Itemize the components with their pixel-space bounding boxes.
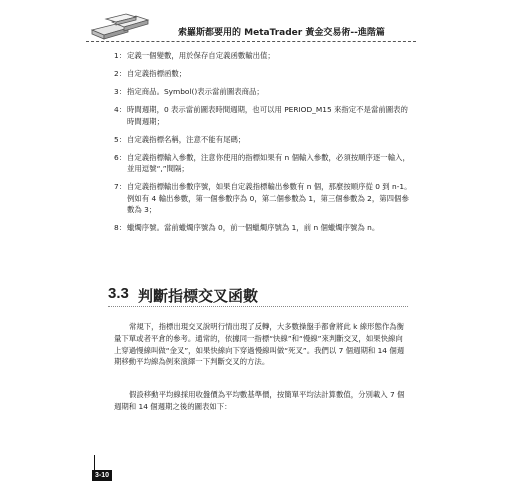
item-number: 1： <box>114 51 127 60</box>
list-item <box>114 181 414 216</box>
page-marker-line <box>94 455 95 471</box>
list-item <box>114 50 414 62</box>
item-text: 蠟燭序號。當前蠟燭序號為 0，前一個蠟燭序號為 1，前 n 個蠟燭序號為 n。 <box>127 223 380 232</box>
section-divider <box>108 306 408 307</box>
body-paragraph: 常規下，指標出現交叉說明行情出現了反轉，大多數操盤手都會將此 k 線形態作為衡量下單或者平倉的參考。通常的，依據同一指標“快線”和“慢線”來判斷交叉，如果快線向上穿過慢線叫做“金叉”，如果快線向下穿過慢線叫做“死叉”。我們以 7 個週期和 14 個週期移動平均線為例來演繹一下判斷交叉的方法。 <box>114 322 405 367</box>
list-item <box>114 104 414 127</box>
body-paragraph: 假設移動平均線採用收盤價為平均數基準價，按簡單平均法計算數值，分別載入 7 個週期和 14 個週期之後的圖表如下： <box>114 390 405 411</box>
list-item <box>114 134 414 146</box>
item-text: 指定商品。Symbol()表示當前圖表商品； <box>127 87 264 96</box>
item-text: 自定義指標函數； <box>127 69 187 78</box>
section-title: 判斷指標交叉函數 <box>138 287 259 305</box>
section-number: 3.3 <box>108 285 129 302</box>
item-number: 4： <box>114 105 127 114</box>
book-title: 索羅斯都要用的 MetaTrader 黃金交易術--進階篇 <box>178 28 385 38</box>
item-text: 自定義指標輸出參數序號，如果自定義指標輸出參數有 n 個，那麼按順序從 0 到 n-1。例如有 4 輸出參數，第一個參數序為 0，第二個參數為 1，第三個參數為 2，第四個參數為 3； <box>127 182 412 214</box>
item-text: 自定義指標名稱，注意不能有尾碼； <box>127 134 246 144</box>
item-number: 6： <box>114 152 127 162</box>
list-item <box>114 222 414 234</box>
page-header <box>0 0 520 44</box>
header-divider <box>86 41 416 42</box>
gold-bars-icon <box>86 10 156 40</box>
list-item <box>114 86 414 98</box>
item-text: 定義一個變數，用於保存自定義函數輸出值； <box>127 51 275 60</box>
item-number: 8： <box>114 223 127 232</box>
item-number: 5： <box>114 134 127 144</box>
parameter-list <box>114 50 414 240</box>
list-item <box>114 152 414 175</box>
item-text: 時間週期，0 表示當前圖表時間週期，也可以用 PERIOD_M15 來指定不是當前圖表的時間週期； <box>127 105 408 126</box>
page-number: 3-10 <box>92 470 112 481</box>
item-number: 2： <box>114 69 127 78</box>
item-number: 7： <box>114 182 127 191</box>
item-text: 自定義指標輸入參數，注意你使用的指標如果有 n 個輸入參數，必須按順序逐一輸入，並用逗號“,”間隔； <box>127 152 410 173</box>
list-item <box>114 68 414 80</box>
item-number: 3： <box>114 87 127 96</box>
